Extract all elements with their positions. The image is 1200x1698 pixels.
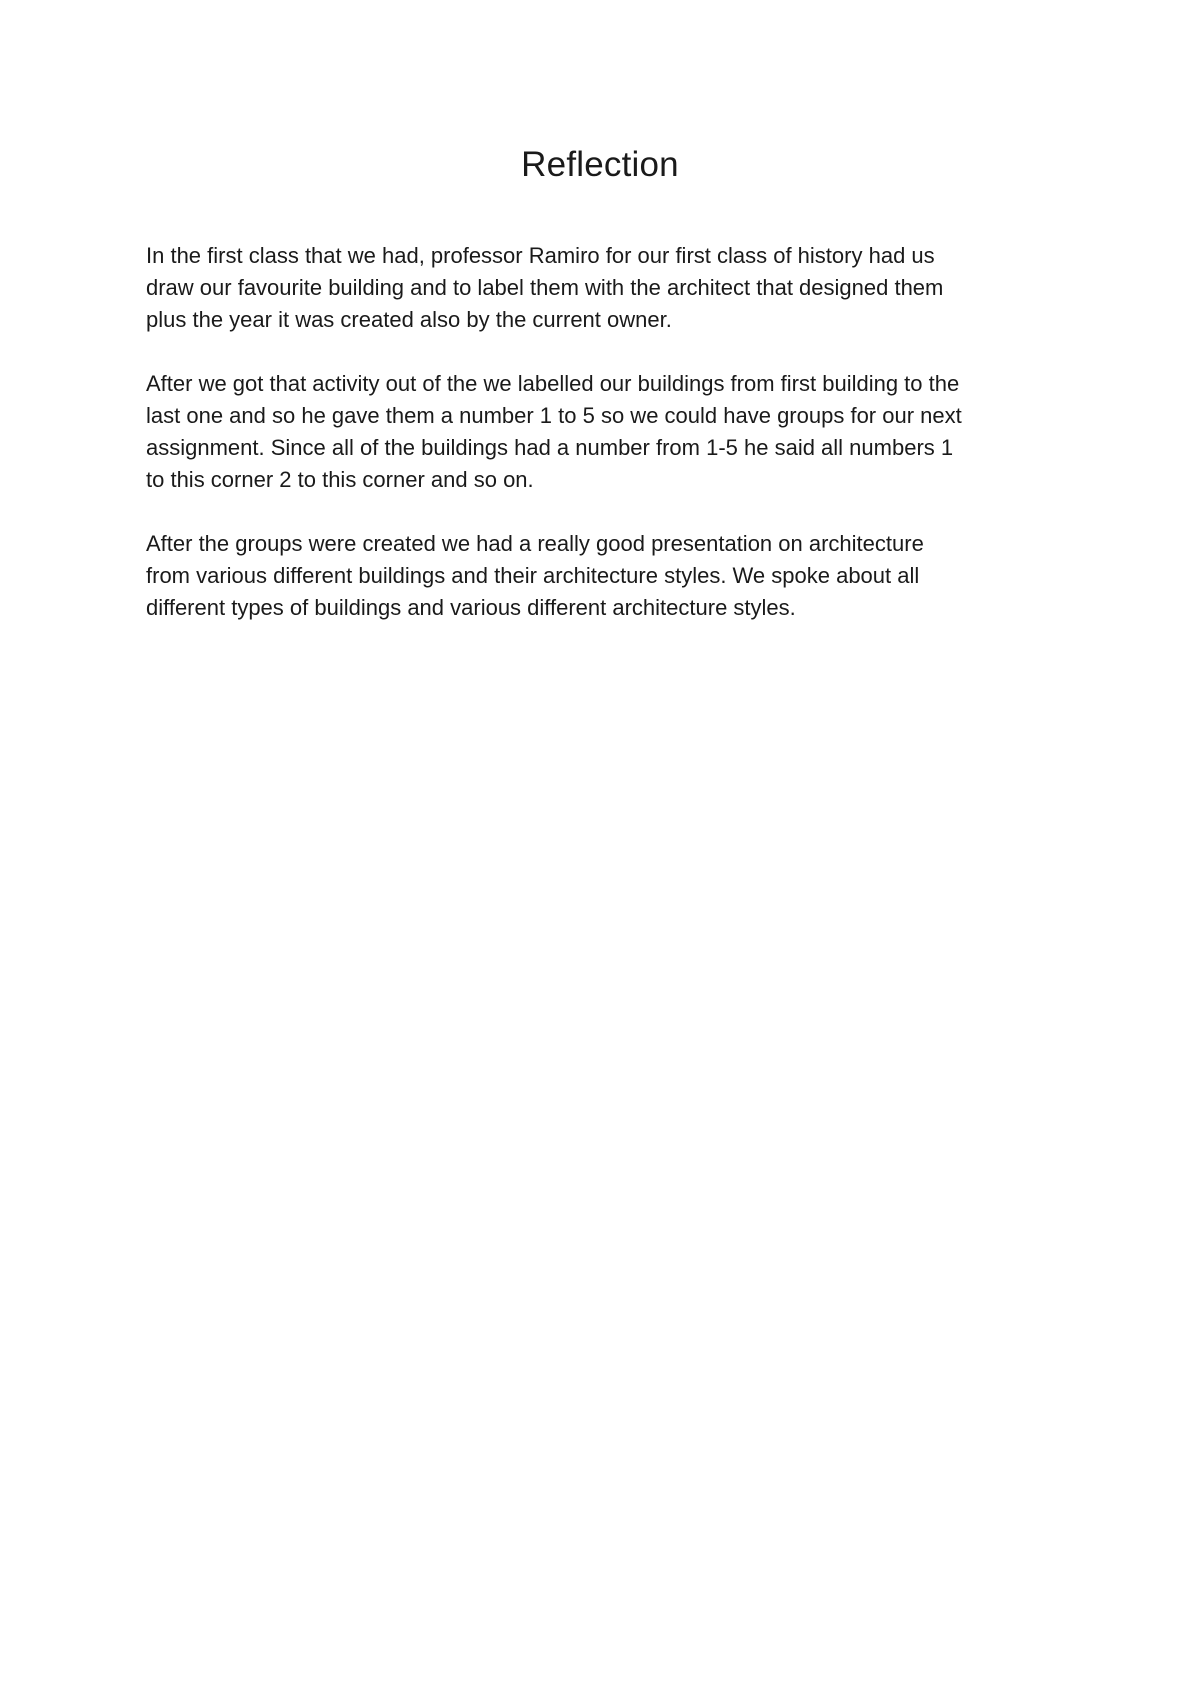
paragraph-1: [146, 240, 1076, 336]
paragraph-line: After the groups were created we had a really good presentation on architecture: [146, 531, 924, 556]
paragraph-line: to this corner 2 to this corner and so on.: [146, 467, 534, 492]
paragraph-3: [146, 528, 1076, 624]
paragraph-line: draw our favourite building and to label them with the architect that designed them: [146, 275, 944, 300]
paragraph-line: assignment. Since all of the buildings had a number from 1-5 he said all numbers 1: [146, 435, 954, 460]
paragraph-2: [146, 368, 1076, 496]
paragraph-line: from various different buildings and their architecture styles. We spoke about all: [146, 563, 920, 588]
paragraph-line: plus the year it was created also by the current owner.: [146, 307, 672, 332]
paragraph-line: last one and so he gave them a number 1 to 5 so we could have groups for our next: [146, 403, 962, 428]
document-body: [146, 240, 1076, 656]
document-title: Reflection: [521, 145, 679, 184]
paragraph-line: In the first class that we had, professor Ramiro for our first class of history had us: [146, 243, 935, 268]
paragraph-line: different types of buildings and various different architecture styles.: [146, 595, 796, 620]
paragraph-line: After we got that activity out of the we labelled our buildings from first building to the: [146, 371, 960, 396]
